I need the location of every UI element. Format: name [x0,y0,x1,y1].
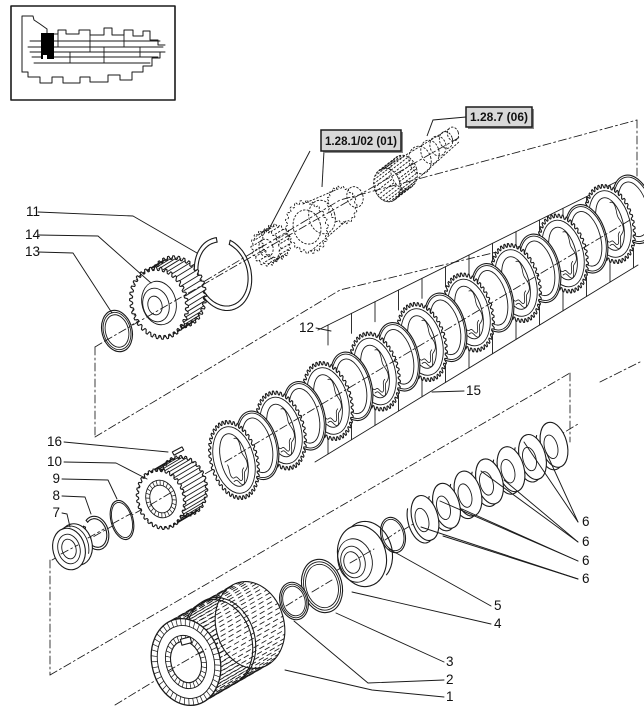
callout-1: 1 [446,689,454,704]
callout-6: 6 [582,553,590,568]
ring-13 [97,307,137,355]
callout-13: 13 [24,244,40,259]
callout-10: 10 [46,454,62,469]
callout-5: 5 [494,598,502,613]
callout-16: 16 [46,434,62,449]
clutch-drum-1 [142,574,294,708]
thumbnail-border [11,6,175,100]
belleville-washers-6 [406,419,572,543]
thumbnail-section-highlight [41,33,54,59]
ref-label-text: 1.28.1/02 (01) [325,136,398,148]
ring-9 [106,498,138,542]
ref-label-0[interactable] [268,130,403,231]
callout-6: 6 [582,514,590,529]
callout-3: 3 [446,654,454,669]
callout-4: 4 [494,616,502,631]
callout-8: 8 [52,488,60,503]
phantom-cluster-gear [285,185,365,254]
thrust-collar-7 [48,520,97,573]
phantom-planet-pinion [251,224,291,266]
callout-6: 6 [582,571,590,586]
callout-14: 14 [24,227,40,242]
callout-9: 9 [52,471,60,486]
callout-11: 11 [25,204,40,219]
ref-label-text: 1.28.7 (06) [470,112,529,124]
callout-15: 15 [466,383,482,398]
callout-6: 6 [582,534,590,549]
callout-7: 7 [52,505,60,520]
callout-2: 2 [446,672,454,687]
detent-pin-16 [172,447,183,455]
gear-hub-14 [130,256,207,339]
callout-12: 12 [298,320,314,335]
gearbox-thumbnail[interactable] [11,6,175,100]
clutch-disc-pack [206,170,644,499]
spline-drum-10 [136,456,207,530]
